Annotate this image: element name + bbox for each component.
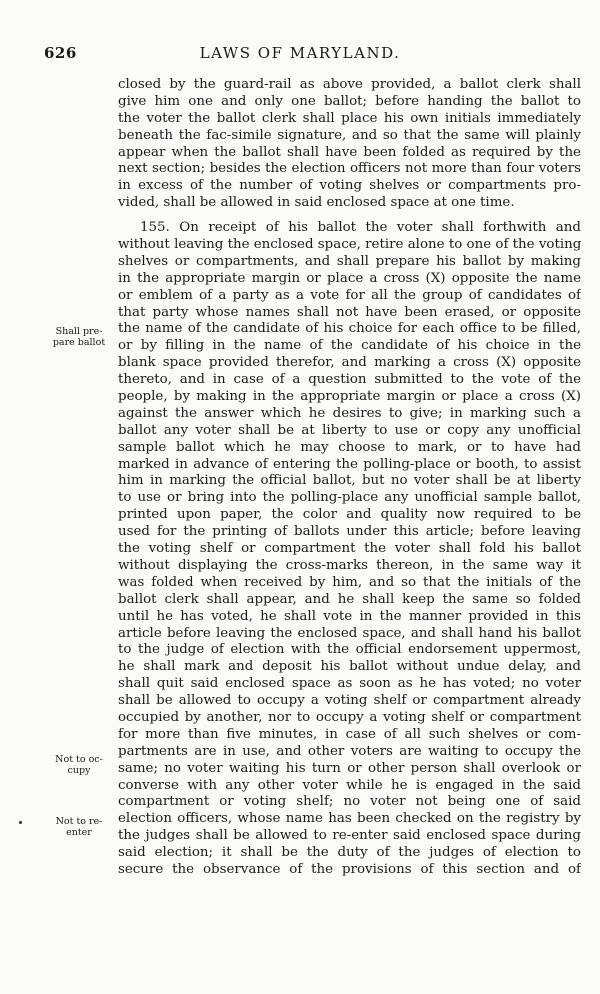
text-line: people, by making in the appropriate margin or place a cross (X) bbox=[118, 389, 581, 405]
text-line: closed by the guard-rail as above provided, a ballot clerk shall bbox=[118, 77, 581, 92]
text-line: to the judge of election with the official endorsement uppermost, bbox=[118, 642, 581, 658]
text-line: appear when the ballot shall have been folded as required by the bbox=[118, 144, 581, 160]
text-line: the name of the candidate of his choice for each office to be filled, bbox=[118, 321, 581, 337]
text-line: shelves or compartments, and shall prepare his ballot by making bbox=[118, 253, 581, 269]
text-line: beneath the fac-simile signature, and so that the same will plainly bbox=[118, 127, 581, 143]
text-line: in the appropriate margin or place a cross (X) opposite the name bbox=[118, 270, 581, 286]
text-line: blank space provided therefor, and marking a cross (X) opposite bbox=[118, 355, 581, 371]
margin-note-not-to-occupy: Not to oc- cupy bbox=[55, 754, 103, 776]
margin-note-prepare-ballot: Shall pre- pare ballot bbox=[52, 326, 106, 348]
text-line: until he has voted, he shall vote in the manner provided in this bbox=[118, 608, 581, 624]
section-155-start: 155. On receipt of his ballot the voter shall forthwith and bbox=[140, 220, 581, 236]
text-line: vided, shall be allowed in said enclosed space at one time. bbox=[118, 195, 515, 211]
text-line: in excess of the number of voting shelves or compartments pro- bbox=[118, 178, 581, 194]
text-line: converse with any other voter while he is engaged in the said bbox=[118, 777, 581, 793]
text-line: to use or bring into the polling-place any unofficial sample ballot, bbox=[118, 490, 581, 506]
text-line: without leaving the enclosed space, retire alone to one of the voting bbox=[118, 237, 581, 253]
text-line: ballot any voter shall be at liberty to use or copy any unofficial bbox=[118, 422, 581, 438]
text-line: compartment or voting shelf; no voter not being one of said bbox=[118, 794, 581, 810]
text-line: ballot clerk shall appear, and he shall keep the same so folded bbox=[118, 591, 581, 607]
text-line: secure the observance of the provisions of this section and of bbox=[118, 861, 581, 877]
text-line: partments are in use, and other voters are waiting to occupy the bbox=[118, 743, 581, 759]
text-line: occupied by another, nor to occupy a voting shelf or compartment bbox=[118, 709, 581, 725]
ink-speck bbox=[19, 821, 22, 824]
page-number: 626 bbox=[44, 44, 77, 62]
text-line: the voter the ballot clerk shall place his own initials immediately bbox=[118, 110, 581, 126]
text-line: give him one and only one ballot; before handing the ballot to bbox=[118, 93, 581, 109]
text-line: next section; besides the election officers not more than four voters bbox=[118, 161, 581, 177]
text-line: marked in advance of entering the polling-place or booth, to assist bbox=[118, 456, 581, 472]
text-line: was folded when received by him, and so that the initials of the bbox=[118, 574, 581, 590]
text-line: sample ballot which he may choose to mark, or to have had bbox=[118, 439, 581, 455]
text-line: shall be allowed to occupy a voting shelf or compartment already bbox=[118, 693, 581, 709]
text-line: election officers, whose name has been checked on the registry by bbox=[118, 811, 581, 827]
text-line: or emblem of a party as a vote for all the group of candidates of bbox=[118, 287, 581, 303]
running-title: LAWS OF MARYLAND. bbox=[199, 44, 401, 62]
text-line: same; no voter waiting his turn or other person shall overlook or bbox=[118, 760, 581, 776]
paragraph-gap bbox=[118, 212, 581, 220]
text-line: used for the printing of ballots under this article; before leaving bbox=[118, 524, 581, 540]
text-line: for more than five minutes, in case of all such shelves or com- bbox=[118, 726, 581, 742]
text-line: or by filling in the name of the candidate of his choice in the bbox=[118, 338, 581, 354]
text-line: without displaying the cross-marks thereon, in the same way it bbox=[118, 557, 581, 573]
text-line: against the answer which he desires to give; in marking such a bbox=[118, 405, 581, 421]
text-line: said election; it shall be the duty of the judges of election to bbox=[118, 845, 581, 861]
text-line: that party whose names shall not have been erased, or opposite bbox=[118, 304, 581, 320]
text-line: him in marking the official ballot, but no voter shall be at liberty bbox=[118, 473, 581, 489]
margin-note-not-to-reenter: Not to re- enter bbox=[55, 816, 103, 838]
text-line: thereto, and in case of a question submitted to the vote of the bbox=[118, 372, 581, 388]
text-line: printed upon paper, the color and quality now required to be bbox=[118, 507, 581, 523]
text-line: article before leaving the enclosed space, and shall hand his ballot bbox=[118, 625, 581, 641]
body-text bbox=[118, 77, 581, 879]
text-line: he shall mark and deposit his ballot without undue delay, and bbox=[118, 659, 581, 675]
text-line: shall quit said enclosed space as soon as he has voted; no voter bbox=[118, 676, 581, 692]
text-line: the judges shall be allowed to re-enter said enclosed space during bbox=[118, 828, 581, 844]
text-line: the voting shelf or compartment the voter shall fold his ballot bbox=[118, 541, 581, 557]
